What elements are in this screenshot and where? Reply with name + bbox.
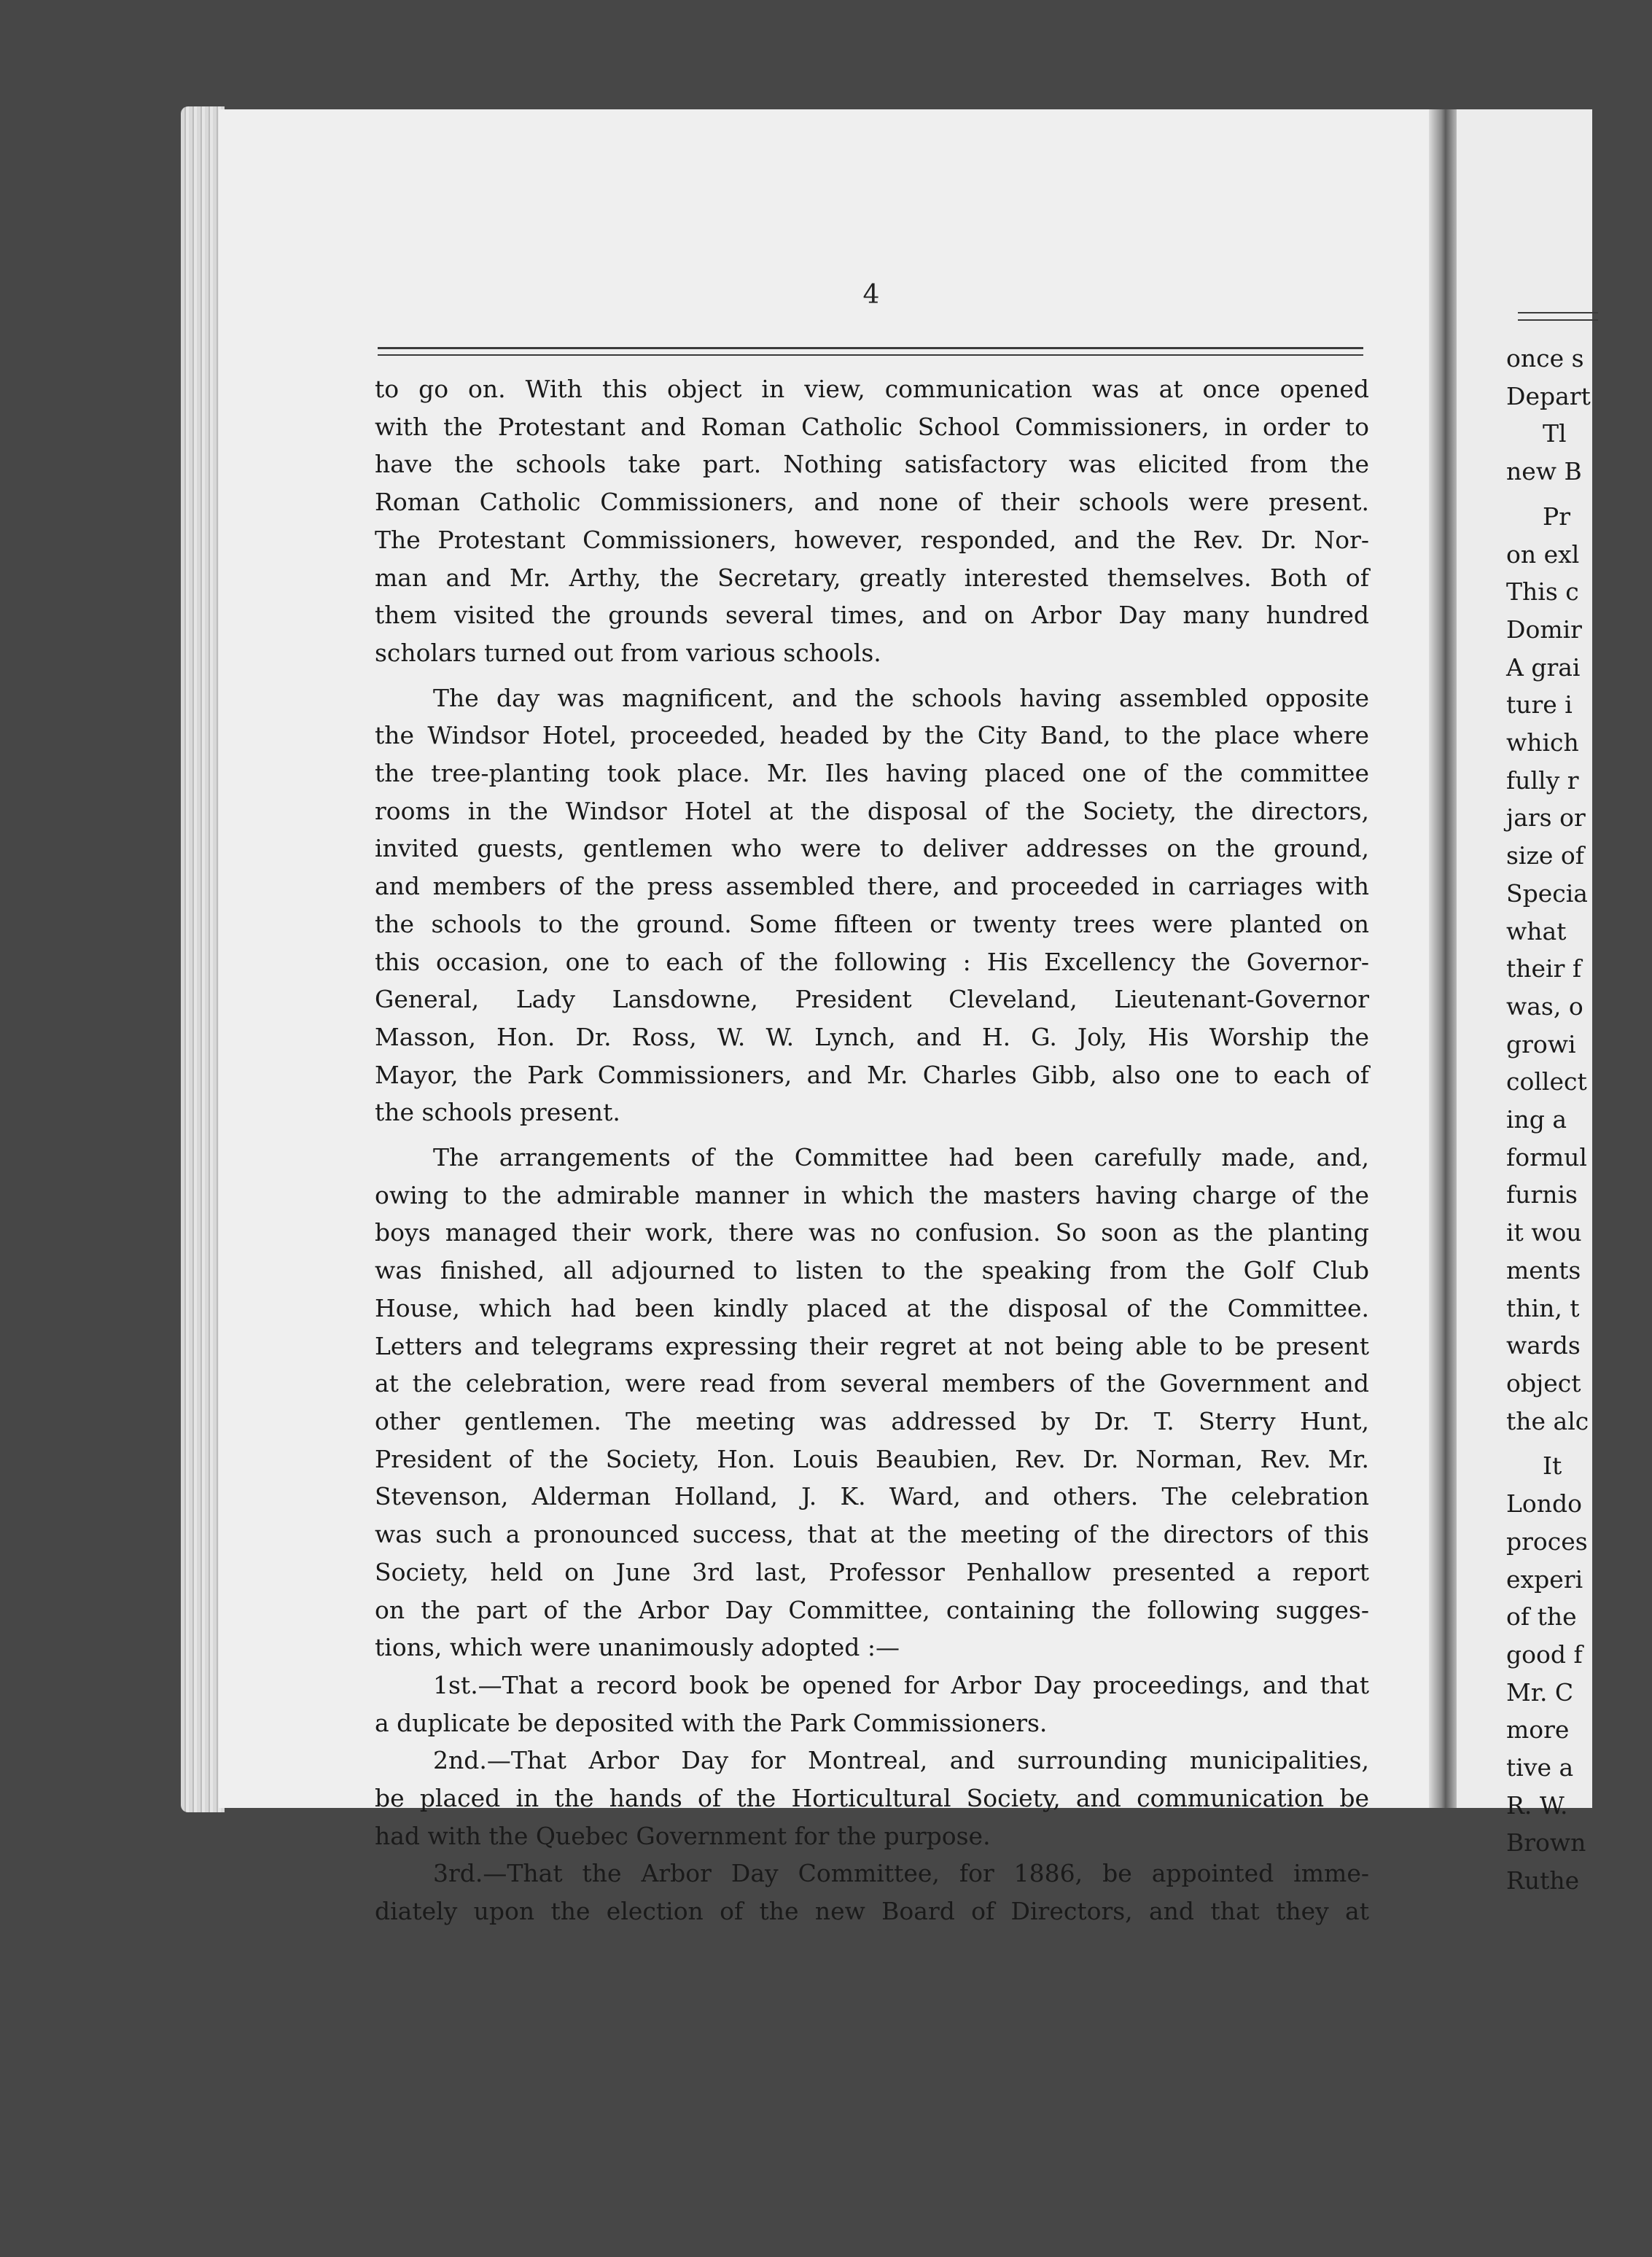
text-line: on the part of the Arbor Day Committee, containing the following sugges- — [375, 1595, 1369, 1624]
right-page-line: collect — [1506, 1067, 1587, 1096]
text-line: rooms in the Windsor Hotel at the disposal of the Society, the directors, — [375, 796, 1369, 825]
text-line: the schools present. — [375, 1098, 620, 1127]
text-line: tions, which were unanimously adopted :— — [375, 1633, 900, 1662]
right-page-line: of the — [1506, 1602, 1577, 1632]
right-page-line: tive a — [1506, 1753, 1574, 1782]
right-page-line: thin, t — [1506, 1293, 1580, 1322]
text-line: the tree-planting took place. Mr. Iles having placed one of the committee — [375, 759, 1369, 788]
right-page-rule — [1518, 312, 1598, 313]
right-page-line: ture i — [1506, 690, 1573, 720]
right-page-line: the alc — [1506, 1406, 1589, 1435]
text-line: this occasion, one to each of the following : His Excellency the Governor- — [375, 947, 1369, 976]
right-page-line: size of — [1506, 841, 1584, 870]
text-line: scholars turned out from various schools. — [375, 638, 881, 667]
right-page-rule — [1518, 319, 1598, 321]
right-page-line: Domir — [1506, 615, 1582, 644]
right-page-line: wards — [1506, 1331, 1581, 1360]
text-line: diately upon the election of the new Board of Directors, and that they at — [375, 1897, 1369, 1926]
right-page-line: on exl — [1506, 539, 1580, 569]
right-page-line: furnis — [1506, 1180, 1578, 1209]
text-line: The Protestant Commissioners, however, responded, and the Rev. Dr. Nor- — [375, 525, 1369, 554]
right-page-line: Londo — [1506, 1489, 1583, 1519]
right-page-line: A grai — [1506, 652, 1581, 682]
right-page-line: their f — [1506, 954, 1582, 983]
text-line: boys managed their work, there was no confusion. So soon as the planting — [375, 1218, 1369, 1247]
right-page-line: was, o — [1506, 991, 1583, 1021]
page-stack-edges — [181, 106, 225, 1812]
right-page-line: what — [1506, 916, 1567, 946]
text-line: was finished, all adjourned to listen to the speaking from the Golf Club — [375, 1256, 1369, 1285]
text-line: at the celebration, were read from several members of the Government and — [375, 1369, 1369, 1398]
right-page-line: once s — [1506, 344, 1584, 373]
right-page-line: growi — [1506, 1029, 1576, 1059]
right-page-line: more — [1506, 1715, 1570, 1745]
right-page-line: ing a — [1506, 1105, 1567, 1134]
right-page-line: It — [1543, 1451, 1562, 1481]
text-line: Stevenson, Alderman Holland, J. K. Ward, and others. The celebration — [375, 1482, 1369, 1511]
right-page-text — [1506, 340, 1652, 1900]
body-text — [375, 370, 1369, 1930]
right-page-line: experi — [1506, 1564, 1583, 1594]
page-number: 4 — [862, 280, 880, 310]
text-line: a duplicate be deposited with the Park Commissioners. — [375, 1708, 1048, 1737]
text-line: was such a pronounced success, that at the meeting of the directors of this — [375, 1520, 1369, 1549]
right-page-line: which — [1506, 728, 1579, 757]
text-line: House, which had been kindly placed at the disposal of the Committee. — [375, 1293, 1369, 1322]
text-line: the Windsor Hotel, proceeded, headed by the City Band, to the place where — [375, 721, 1369, 750]
right-page-line: Specia — [1506, 878, 1588, 908]
text-line: Society, held on June 3rd last, Professor Penhallow presented a report — [375, 1557, 1369, 1586]
right-page-line: object — [1506, 1368, 1581, 1398]
header-rule — [378, 354, 1363, 356]
text-line: 2nd.—That Arbor Day for Montreal, and surrounding municipalities, — [433, 1746, 1369, 1775]
text-line: with the Protestant and Roman Catholic School Commissioners, in order to — [375, 412, 1369, 441]
right-page-line: new B — [1506, 457, 1582, 486]
right-page-line: Brown — [1506, 1828, 1586, 1858]
text-line: Letters and telegrams expressing their regret at not being able to be present — [375, 1331, 1369, 1360]
text-line: have the schools take part. Nothing satisfactory was elicited from the — [375, 450, 1369, 479]
text-line: be placed in the hands of the Horticultural Society, and communication be — [375, 1784, 1369, 1813]
right-page-line: R. W. — [1506, 1790, 1568, 1820]
text-line: Masson, Hon. Dr. Ross, W. W. Lynch, and H. G. Joly, His Worship the — [375, 1022, 1369, 1051]
text-line: and members of the press assembled there, and proceeded in carriages with — [375, 872, 1369, 901]
right-page-line: ments — [1506, 1255, 1581, 1285]
text-line: other gentlemen. The meeting was addressed by Dr. T. Sterry Hunt, — [375, 1406, 1369, 1435]
text-line: 3rd.—That the Arbor Day Committee, for 1886, be appointed imme- — [433, 1859, 1369, 1888]
text-line: owing to the admirable manner in which the masters having charge of the — [375, 1180, 1369, 1209]
header-rule — [378, 347, 1363, 349]
right-page-line: good f — [1506, 1640, 1583, 1669]
text-line: Mayor, the Park Commissioners, and Mr. Charles Gibb, also one to each of — [375, 1060, 1369, 1089]
right-page-line: Tl — [1543, 419, 1567, 448]
right-page-line: it wou — [1506, 1218, 1582, 1247]
text-line: man and Mr. Arthy, the Secretary, greatly interested themselves. Both of — [375, 563, 1369, 592]
text-line: 1st.—That a record book be opened for Arbor Day proceedings, and that — [433, 1670, 1369, 1699]
right-page-line: Pr — [1543, 502, 1570, 531]
right-page-line: Depart — [1506, 381, 1591, 410]
text-line: Roman Catholic Commissioners, and none of their schools were present. — [375, 488, 1369, 517]
right-page-line: fully r — [1506, 765, 1579, 795]
text-line: the schools to the ground. Some fifteen or twenty trees were planted on — [375, 909, 1369, 938]
text-line: The arrangements of the Committee had been carefully made, and, — [433, 1143, 1369, 1172]
right-page — [1457, 109, 1592, 1895]
text-line: them visited the grounds several times, and on Arbor Day many hundred — [375, 601, 1369, 630]
text-line: General, Lady Lansdowne, President Cleveland, Lieutenant-Governor — [375, 985, 1369, 1014]
text-line: invited guests, gentlemen who were to deliver addresses on the ground, — [375, 834, 1369, 863]
right-page-line: proces — [1506, 1527, 1588, 1556]
text-line: to go on. With this object in view, communication was at once opened — [375, 375, 1369, 403]
right-page-line: Mr. C — [1506, 1677, 1574, 1707]
right-page-line: Ruthe — [1506, 1866, 1580, 1895]
right-page-line: formul — [1506, 1142, 1587, 1172]
book-gutter — [1429, 109, 1457, 1808]
right-page-line: This c — [1506, 577, 1579, 607]
right-page-line: jars or — [1506, 803, 1586, 833]
text-line: had with the Quebec Government for the purpose. — [375, 1821, 991, 1850]
text-line: The day was magnificent, and the schools having assembled opposite — [433, 683, 1369, 712]
text-line: President of the Society, Hon. Louis Beaubien, Rev. Dr. Norman, Rev. Mr. — [375, 1444, 1369, 1473]
